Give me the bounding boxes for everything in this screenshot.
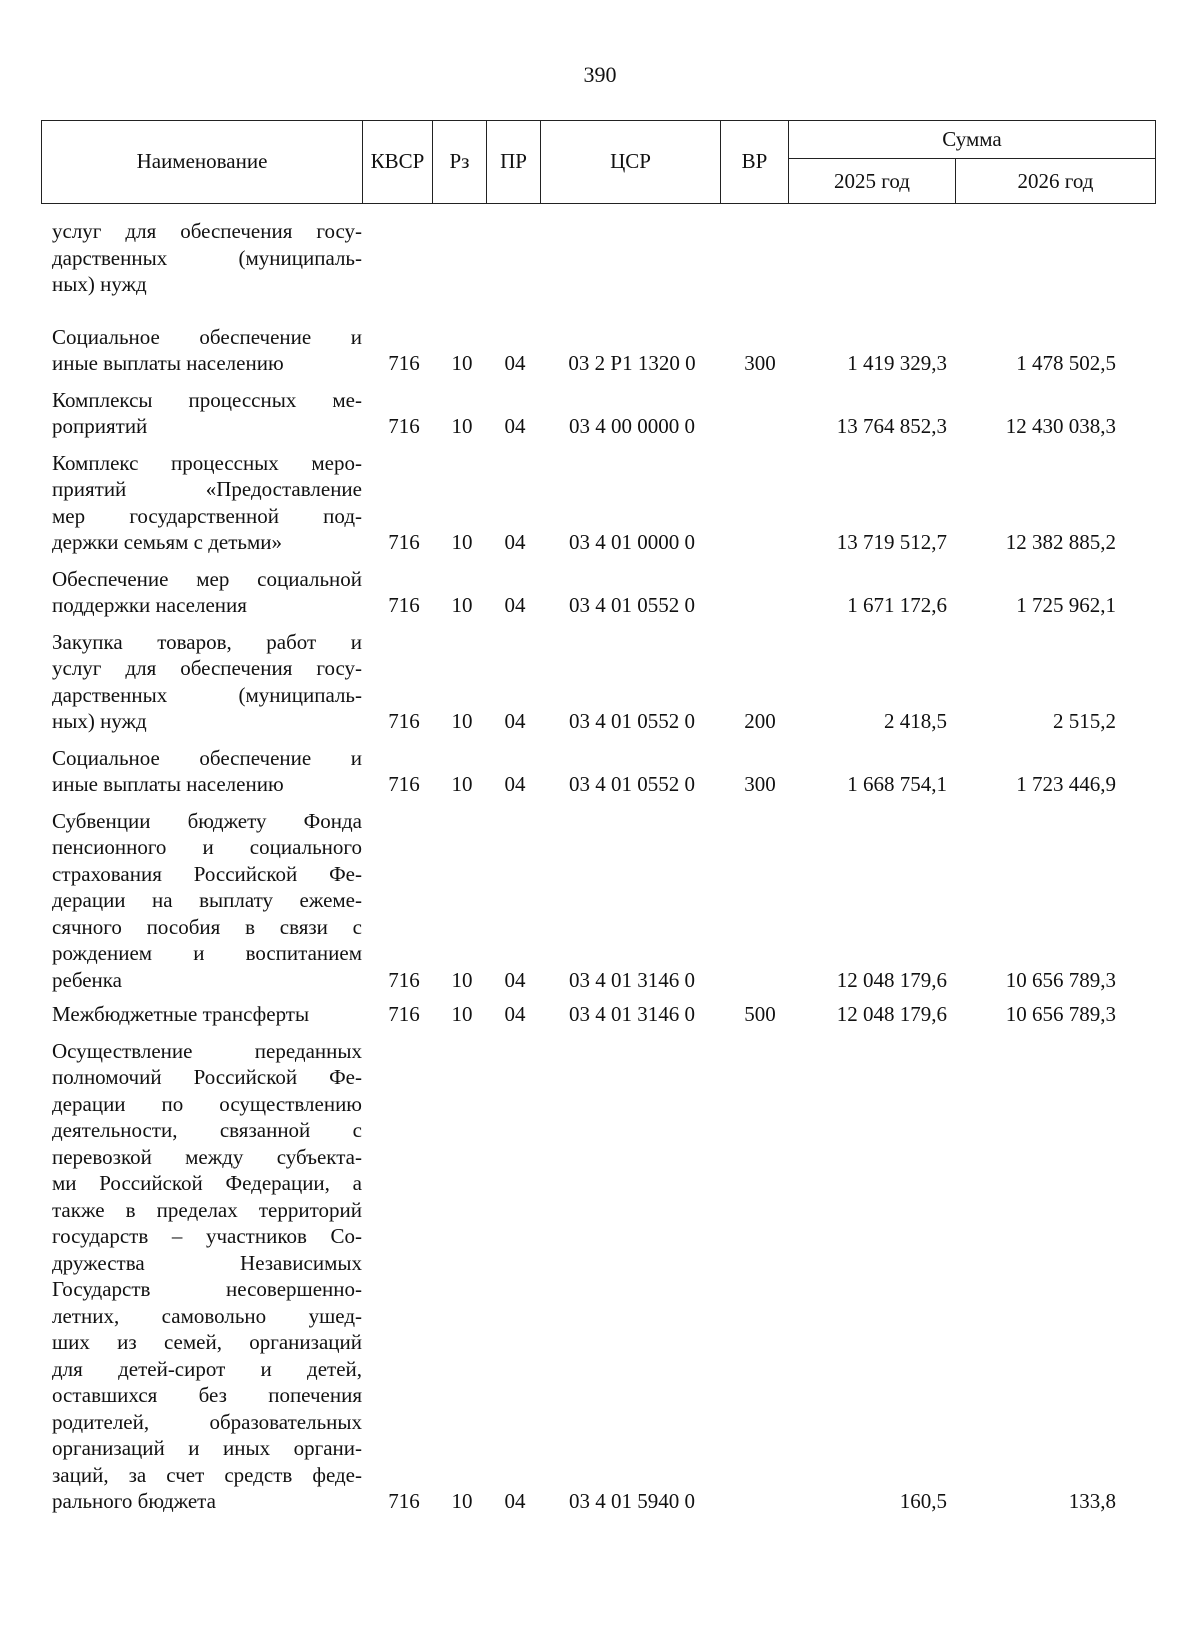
cell-csr: 03 4 01 0552 0 [569,593,695,617]
row-name-line: Социальное обеспечение и [52,745,362,770]
row-name-line: также в пределах территорий [52,1197,362,1222]
cell-csr: 03 2 Р1 1320 0 [568,351,696,375]
table-body [0,208,1200,1515]
table-row [0,566,1200,619]
cell-pr: 04 [504,772,526,796]
cell-csr: 03 4 01 0552 0 [569,709,695,733]
cell-vr: 300 [744,351,776,375]
header-rz: Рз [433,121,487,204]
cell-sum-2025: 2 418,5 [884,709,947,733]
row-name-line: родителей, образовательных [52,1409,362,1434]
row-name-line: Обеспечение мер социальной [52,566,362,591]
row-name-line: иные выплаты населению [52,772,284,796]
cell-csr: 03 4 01 5940 0 [569,1489,695,1513]
table-row [0,387,1200,440]
row-name-line: услуг для обеспечения госу- [52,219,362,243]
page-number: 390 [583,62,617,87]
cell-sum-2026: 1 725 962,1 [1016,593,1116,617]
cell-kvsr: 716 [388,709,420,733]
cell-kvsr: 716 [388,1002,420,1026]
cell-pr: 04 [504,1002,526,1026]
row-name-line: Межбюджетные трансферты [52,1002,310,1026]
cell-sum-2025: 160,5 [899,1489,947,1513]
row-name-line: ми Российской Федерации, а [52,1171,362,1195]
row-name [52,324,362,377]
table-row [0,450,1200,556]
row-name [52,1038,362,1515]
header-year-2026: 2026 год [956,159,1156,204]
header-csr: ЦСР [541,121,721,204]
cell-pr: 04 [504,593,526,617]
cell-rz: 10 [451,593,473,617]
row-name-line: иные выплаты населению [52,351,284,375]
row-name [52,1001,362,1028]
row-name-line: Государств несовершенно- [52,1277,362,1301]
row-name-line: дарственных (муниципаль- [52,682,362,707]
header-pr: ПР [487,121,541,204]
cell-sum-2026: 2 515,2 [1053,709,1116,733]
cell-rz: 10 [451,967,473,992]
cell-rz: 10 [451,709,473,733]
table-row [0,218,1200,298]
row-name [52,629,362,735]
row-name-line: ных) нужд [52,709,147,733]
cell-pr: 04 [504,1489,526,1513]
cell-rz: 10 [451,351,473,375]
cell-sum-2025: 13 764 852,3 [836,414,947,438]
row-name-line: Закупка товаров, работ и [52,629,362,654]
row-name [52,745,362,798]
cell-sum-2025: 1 668 754,1 [847,772,947,796]
cell-pr: 04 [504,709,526,733]
row-name-line: пенсионного и социального [52,835,362,859]
row-name-line: деятельности, связанной с [52,1118,362,1142]
cell-rz: 10 [451,414,473,438]
cell-sum-2025: 12 048 179,6 [836,967,947,992]
row-name-line: держки семьям с детьми» [52,530,283,554]
row-name-line: поддержки населения [52,593,247,617]
cell-vr: 200 [744,709,776,733]
cell-kvsr: 716 [388,530,420,554]
cell-sum-2026: 10 656 789,3 [1005,1002,1116,1026]
cell-rz: 10 [451,1489,473,1513]
header-name: Наименование [42,121,363,204]
cell-pr: 04 [504,530,526,554]
table-row [0,1038,1200,1515]
cell-sum-2026: 1 723 446,9 [1016,772,1116,796]
header-sum: Сумма [789,121,1156,159]
cell-csr: 03 4 01 3146 0 [569,967,695,992]
cell-sum-2025: 12 048 179,6 [836,1002,947,1026]
table-header [41,120,1156,204]
row-name-line: организаций и иных органи- [52,1436,362,1460]
row-name-line: Комплекс процессных меро- [52,450,362,475]
cell-rz: 10 [451,530,473,554]
cell-sum-2026: 12 382 885,2 [1005,530,1116,554]
row-name-line: ших из семей, организаций [52,1330,362,1354]
row-name-line: сячного пособия в связи с [52,914,362,939]
row-name-line: услуг для обеспечения госу- [52,656,362,680]
cell-csr: 03 4 00 0000 0 [569,414,695,438]
row-name-line: рождением и воспитанием [52,941,362,965]
row-name-line: оставшихся без попечения [52,1383,362,1407]
row-name-line: Комплексы процессных ме- [52,387,362,412]
row-name-line: рального бюджета [52,1489,216,1513]
row-name [52,808,362,994]
row-name-line: для детей-сирот и детей, [52,1356,362,1381]
cell-rz: 10 [451,1002,473,1026]
cell-sum-2025: 13 719 512,7 [836,530,947,554]
row-name-line: страхования Российской Фе- [52,861,362,886]
cell-csr: 03 4 01 3146 0 [569,1002,695,1026]
row-name-line: перевозкой между субъекта- [52,1144,362,1169]
row-name-line: дерации по осуществлению [52,1091,362,1116]
table-row [0,745,1200,798]
row-name-line: дерации на выплату ежеме- [52,888,362,912]
row-name-line: ребенка [52,967,122,992]
cell-rz: 10 [451,772,473,796]
cell-sum-2026: 10 656 789,3 [1005,967,1116,992]
cell-vr: 300 [744,772,776,796]
cell-sum-2025: 1 419 329,3 [847,351,947,375]
cell-sum-2026: 12 430 038,3 [1005,414,1116,438]
cell-sum-2026: 1 478 502,5 [1016,351,1116,375]
row-name [52,566,362,619]
row-name [52,387,362,440]
row-name [52,450,362,556]
row-name-line: Социальное обеспечение и [52,324,362,349]
row-name-line: дарственных (муниципаль- [52,245,362,270]
row-name-line: Субвенции бюджету Фонда [52,808,362,833]
cell-kvsr: 716 [388,351,420,375]
header-kvsr: КВСР [363,121,433,204]
table-row [0,324,1200,377]
row-name-line: летних, самовольно ушед- [52,1303,362,1328]
cell-sum-2026: 133,8 [1068,1489,1116,1513]
table-row [0,629,1200,735]
cell-kvsr: 716 [388,414,420,438]
cell-kvsr: 716 [388,1489,420,1513]
row-name-line: полномочий Российской Фе- [52,1065,362,1089]
cell-pr: 04 [504,967,526,992]
row-name [52,218,362,298]
cell-pr: 04 [504,414,526,438]
cell-pr: 04 [504,351,526,375]
cell-csr: 03 4 01 0000 0 [569,530,695,554]
header-year-2025: 2025 год [789,159,956,204]
cell-csr: 03 4 01 0552 0 [569,772,695,796]
cell-vr: 500 [744,1002,776,1026]
row-name-line: приятий «Предоставление [52,477,362,501]
row-name-line: государств – участников Со- [52,1224,362,1248]
header-vr: ВР [721,121,789,204]
row-name-line: роприятий [52,414,148,438]
table-row [0,808,1200,994]
row-name-line: дружества Независимых [52,1250,362,1275]
row-name-line: ных) нужд [52,272,147,296]
row-name-line: заций, за счет средств феде- [52,1462,362,1487]
cell-kvsr: 716 [388,593,420,617]
cell-kvsr: 716 [388,967,420,992]
row-name-line: Осуществление переданных [52,1038,362,1063]
row-name-line: мер государственной под- [52,503,362,528]
cell-kvsr: 716 [388,772,420,796]
table-row [0,1001,1200,1028]
cell-sum-2025: 1 671 172,6 [847,593,947,617]
